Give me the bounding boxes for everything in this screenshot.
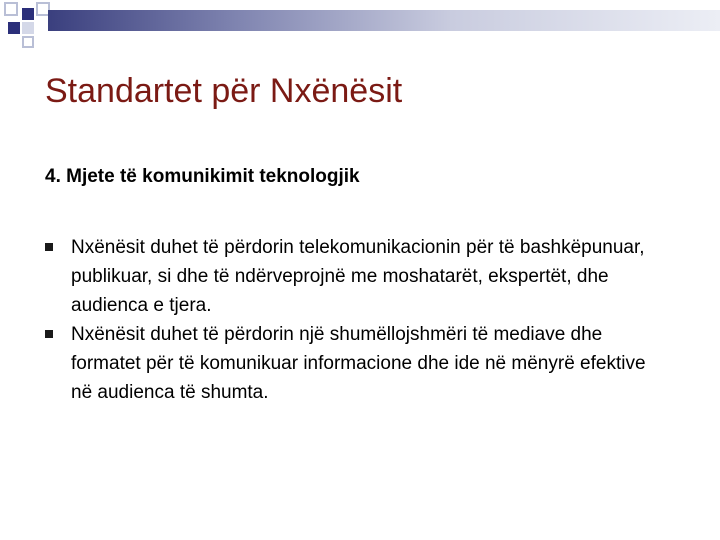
slide-title: Standartet për Nxënësit	[45, 72, 403, 110]
decor-square-navy	[22, 8, 34, 20]
section-heading: 4. Mjete të komunikimit teknologjik	[45, 166, 360, 187]
bullet-text: Nxënësit duhet të përdorin telekomunikacionin për të bashkëpunuar, publikuar, si dhe të ndërveprojnë me moshatarët, ekspertët, dhe audienca e tjera.	[71, 237, 645, 316]
square-bullet-icon	[45, 243, 53, 251]
bullet-item	[45, 233, 665, 320]
square-bullet-icon	[45, 330, 53, 338]
decor-square-navy	[8, 22, 20, 34]
decor-square-outline	[4, 2, 18, 16]
bullet-text: Nxënësit duhet të përdorin një shumëllojshmëri të mediave dhe formatet për të komunikuar informacione dhe ide në mënyrë efektive në audienca të shumta.	[71, 324, 646, 403]
header-gradient-bar	[48, 10, 720, 31]
bullet-item	[45, 320, 665, 407]
title-divider	[45, 126, 665, 127]
bullet-list	[45, 233, 665, 407]
decor-square-light	[22, 22, 34, 34]
decor-square-outline	[22, 36, 34, 48]
